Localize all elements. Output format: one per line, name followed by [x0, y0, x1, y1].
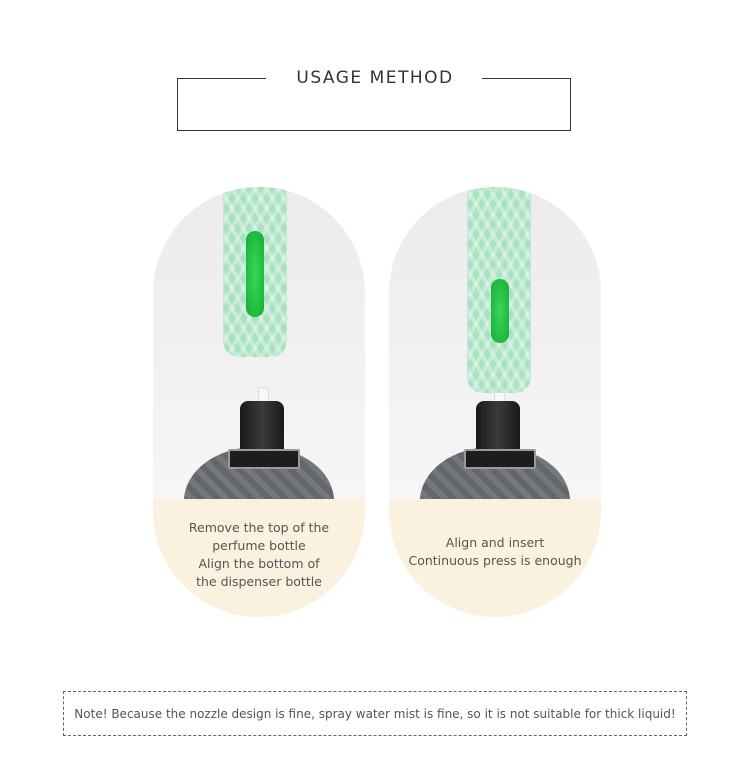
- caption-line: Continuous press is enough: [408, 553, 582, 568]
- dispenser-window-image: [246, 231, 264, 317]
- caption-line: Align and insert: [445, 535, 545, 550]
- caption-line: Align the bottom of: [198, 556, 320, 571]
- step-2-photo: [389, 187, 601, 499]
- bottle-collar-image: [464, 449, 536, 469]
- dispenser-window-image: [491, 279, 509, 343]
- dispenser-bottle-image: [467, 187, 531, 393]
- caption-line: perfume bottle: [212, 538, 306, 553]
- step-1-photo: [153, 187, 365, 499]
- bottle-cap-image: [476, 401, 520, 453]
- step-1-caption: [153, 519, 365, 591]
- page-title: USAGE METHOD: [296, 68, 454, 88]
- caption-line: Remove the top of the: [188, 520, 330, 535]
- dispenser-bottle-image: [223, 187, 287, 357]
- step-card-2: [389, 187, 601, 617]
- bottle-collar-image: [228, 449, 300, 469]
- step-card-1: [153, 187, 365, 617]
- step-2-caption: [389, 534, 601, 570]
- bottle-cap-image: [240, 401, 284, 453]
- caption-line: the dispenser bottle: [196, 574, 322, 589]
- warning-note: Note! Because the nozzle design is fine, spray water mist is fine, so it is not suitable for thick liquid!: [63, 691, 687, 736]
